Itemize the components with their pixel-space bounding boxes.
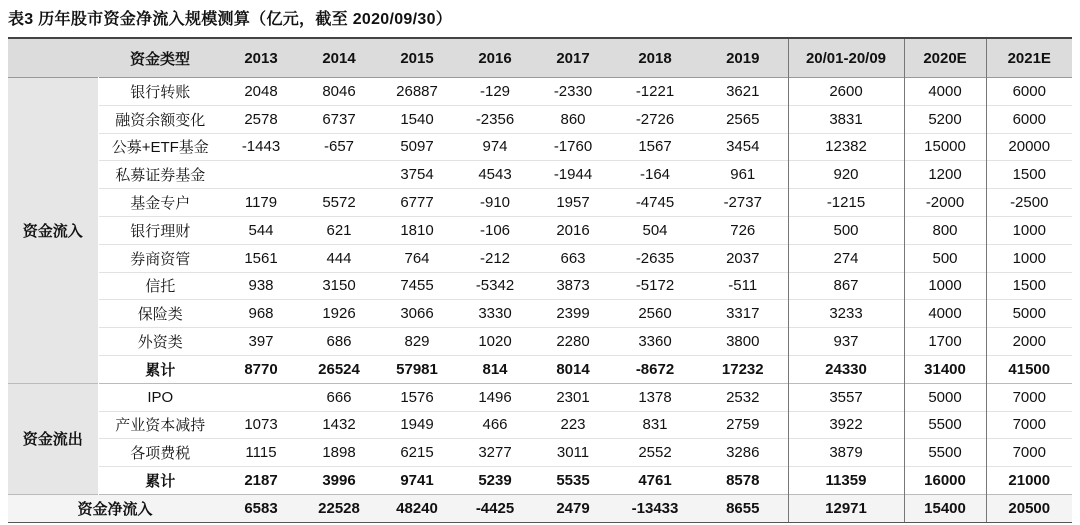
value-cell: 26887 bbox=[396, 82, 438, 100]
value-cell: 2552 bbox=[612, 439, 698, 467]
inflow-row bbox=[8, 105, 1072, 133]
value-cell: -657 bbox=[300, 133, 378, 161]
header-cell: 2017 bbox=[534, 38, 612, 78]
value-cell: 6215 bbox=[378, 439, 456, 467]
value-cell: -5342 bbox=[456, 272, 534, 300]
value-cell: -5172 bbox=[612, 272, 698, 300]
value-cell: 5000 bbox=[904, 383, 986, 411]
value-cell: 663 bbox=[534, 244, 612, 272]
value-cell: 2532 bbox=[726, 388, 760, 406]
value-cell: 621 bbox=[300, 216, 378, 244]
value-cell: -1221 bbox=[635, 82, 675, 100]
value-cell: 2037 bbox=[698, 244, 788, 272]
value-cell: 686 bbox=[300, 328, 378, 356]
value-cell: -1944 bbox=[534, 161, 612, 189]
value-cell: 829 bbox=[378, 328, 456, 356]
value-cell: 8770 bbox=[222, 355, 300, 383]
value-cell: 397 bbox=[222, 328, 300, 356]
value-cell: 3277 bbox=[456, 439, 534, 467]
value-cell: 2600 bbox=[788, 78, 904, 106]
row-label: 银行转账 bbox=[130, 83, 191, 101]
value-cell: 57981 bbox=[378, 355, 456, 383]
value-cell: 3873 bbox=[534, 272, 612, 300]
value-cell: 974 bbox=[456, 133, 534, 161]
value-cell: 3286 bbox=[698, 439, 788, 467]
value-cell: 9741 bbox=[378, 467, 456, 495]
value-cell: 726 bbox=[698, 216, 788, 244]
value-cell: 5097 bbox=[378, 133, 456, 161]
value-cell: 666 bbox=[326, 388, 352, 406]
row-label: 资金净流入 bbox=[8, 494, 222, 522]
value-cell: 21000 bbox=[986, 467, 1072, 495]
value-cell: 2565 bbox=[698, 105, 788, 133]
value-cell: -2726 bbox=[612, 105, 698, 133]
value-cell: 1500 bbox=[986, 272, 1072, 300]
header-cell: 资金类型 bbox=[98, 38, 222, 78]
group-label: 资金流出 bbox=[8, 383, 98, 494]
value-cell: 3879 bbox=[788, 439, 904, 467]
header-row bbox=[8, 38, 1072, 78]
value-cell bbox=[300, 161, 378, 189]
inflow-row bbox=[8, 244, 1072, 272]
value-cell: 500 bbox=[788, 216, 904, 244]
value-cell: 1020 bbox=[456, 328, 534, 356]
value-cell: 1073 bbox=[222, 411, 300, 439]
value-cell: 2016 bbox=[534, 216, 612, 244]
inflow-row bbox=[8, 78, 1072, 106]
header-cell: 2021E bbox=[986, 38, 1072, 78]
row-label: IPO bbox=[147, 388, 174, 406]
inflow-row bbox=[8, 272, 1072, 300]
value-cell: -2500 bbox=[986, 189, 1072, 217]
value-cell: 3922 bbox=[788, 411, 904, 439]
outflow-row bbox=[8, 411, 1072, 439]
value-cell: -1215 bbox=[788, 189, 904, 217]
value-cell: 1898 bbox=[300, 439, 378, 467]
table-body bbox=[8, 78, 1072, 523]
value-cell: 8014 bbox=[534, 355, 612, 383]
value-cell: 31400 bbox=[904, 355, 986, 383]
value-cell: -4425 bbox=[456, 494, 534, 522]
value-cell: 3011 bbox=[534, 439, 612, 467]
outflow-row bbox=[8, 383, 1072, 411]
row-label: 私募证券基金 bbox=[98, 161, 222, 189]
value-cell: 8655 bbox=[698, 494, 788, 522]
value-cell: 11359 bbox=[788, 467, 904, 495]
value-cell: 12971 bbox=[788, 494, 904, 522]
value-cell: -212 bbox=[456, 244, 534, 272]
value-cell: 1000 bbox=[904, 272, 986, 300]
value-cell: -164 bbox=[612, 161, 698, 189]
value-cell: 7000 bbox=[986, 383, 1072, 411]
header-cell: 2020E bbox=[904, 38, 986, 78]
value-cell: 4543 bbox=[456, 161, 534, 189]
value-cell: 6583 bbox=[222, 494, 300, 522]
value-cell: 1432 bbox=[300, 411, 378, 439]
value-cell: 800 bbox=[904, 216, 986, 244]
row-label: 累计 bbox=[98, 355, 222, 383]
value-cell: 1179 bbox=[222, 189, 300, 217]
value-cell: 17232 bbox=[698, 355, 788, 383]
value-cell: 3454 bbox=[698, 133, 788, 161]
value-cell: 15400 bbox=[904, 494, 986, 522]
value-cell: 1000 bbox=[986, 244, 1072, 272]
header-cell: 20/01-20/09 bbox=[788, 38, 904, 78]
value-cell: 2578 bbox=[222, 105, 300, 133]
value-cell: 937 bbox=[788, 328, 904, 356]
table-title: 表3 历年股市资金净流入规模测算（亿元，截至 2020/09/30） bbox=[8, 11, 453, 28]
value-cell: -2737 bbox=[698, 189, 788, 217]
value-cell: 4000 bbox=[904, 300, 986, 328]
value-cell: 3621 bbox=[726, 82, 760, 100]
header-cell: 2015 bbox=[378, 38, 456, 78]
value-cell: 26524 bbox=[300, 355, 378, 383]
inflow-row bbox=[8, 161, 1072, 189]
row-label: 银行理财 bbox=[98, 216, 222, 244]
value-cell: 6000 bbox=[986, 105, 1072, 133]
inflow-row bbox=[8, 216, 1072, 244]
inflow-total-row bbox=[8, 355, 1072, 383]
value-cell: 867 bbox=[788, 272, 904, 300]
value-cell: 2479 bbox=[534, 494, 612, 522]
value-cell: 3330 bbox=[456, 300, 534, 328]
header-cell: 2019 bbox=[698, 38, 788, 78]
value-cell: 3754 bbox=[378, 161, 456, 189]
value-cell: -13433 bbox=[612, 494, 698, 522]
value-cell: 1496 bbox=[478, 388, 512, 406]
value-cell: 1810 bbox=[378, 216, 456, 244]
value-cell: 814 bbox=[456, 355, 534, 383]
value-cell: 1540 bbox=[378, 105, 456, 133]
value-cell: -2330 bbox=[553, 82, 593, 100]
value-cell: 5239 bbox=[456, 467, 534, 495]
value-cell: 22528 bbox=[300, 494, 378, 522]
outflow-row bbox=[8, 439, 1072, 467]
value-cell: 20500 bbox=[986, 494, 1072, 522]
value-cell: 4761 bbox=[612, 467, 698, 495]
row-label: 各项费税 bbox=[98, 439, 222, 467]
value-cell: 6777 bbox=[378, 189, 456, 217]
value-cell: 3996 bbox=[300, 467, 378, 495]
corner-cell bbox=[8, 38, 98, 78]
value-cell: 5500 bbox=[904, 439, 986, 467]
value-cell: -8672 bbox=[612, 355, 698, 383]
value-cell: 12382 bbox=[788, 133, 904, 161]
value-cell: 544 bbox=[222, 216, 300, 244]
value-cell: 3360 bbox=[612, 328, 698, 356]
group-label: 资金流入 bbox=[8, 78, 98, 384]
value-cell: 1949 bbox=[378, 411, 456, 439]
value-cell: 1000 bbox=[986, 216, 1072, 244]
value-cell: 1115 bbox=[222, 439, 300, 467]
value-cell: 2560 bbox=[612, 300, 698, 328]
row-label: 基金专户 bbox=[98, 189, 222, 217]
value-cell: 3800 bbox=[698, 328, 788, 356]
value-cell: 466 bbox=[456, 411, 534, 439]
row-label: 融资余额变化 bbox=[98, 105, 222, 133]
value-cell: 1576 bbox=[400, 388, 434, 406]
value-cell: 1500 bbox=[986, 161, 1072, 189]
row-label: 累计 bbox=[98, 467, 222, 495]
value-cell: 920 bbox=[788, 161, 904, 189]
value-cell: -1760 bbox=[534, 133, 612, 161]
value-cell: 8578 bbox=[698, 467, 788, 495]
header-cell: 2014 bbox=[300, 38, 378, 78]
value-cell: 2280 bbox=[534, 328, 612, 356]
row-label: 公募+ETF基金 bbox=[98, 133, 222, 161]
value-cell: 5535 bbox=[534, 467, 612, 495]
inflow-row bbox=[8, 300, 1072, 328]
value-cell: 1567 bbox=[612, 133, 698, 161]
row-label: 外资类 bbox=[98, 328, 222, 356]
value-cell: 2048 bbox=[244, 82, 278, 100]
header-cell: 2018 bbox=[612, 38, 698, 78]
inflow-row bbox=[8, 189, 1072, 217]
value-cell: 6737 bbox=[300, 105, 378, 133]
value-cell: 938 bbox=[222, 272, 300, 300]
value-cell: -106 bbox=[456, 216, 534, 244]
value-cell: 20000 bbox=[986, 133, 1072, 161]
value-cell: -129 bbox=[479, 82, 511, 100]
value-cell: 3317 bbox=[698, 300, 788, 328]
value-cell: 3066 bbox=[378, 300, 456, 328]
value-cell: -4745 bbox=[612, 189, 698, 217]
value-cell: 48240 bbox=[378, 494, 456, 522]
net-inflow-row bbox=[8, 494, 1072, 522]
value-cell: -910 bbox=[456, 189, 534, 217]
row-label: 保险类 bbox=[98, 300, 222, 328]
value-cell: 764 bbox=[378, 244, 456, 272]
value-cell: 860 bbox=[534, 105, 612, 133]
value-cell bbox=[222, 383, 300, 411]
value-cell: 3150 bbox=[300, 272, 378, 300]
value-cell: 5200 bbox=[904, 105, 986, 133]
row-label: 券商资管 bbox=[98, 244, 222, 272]
header-cell: 2013 bbox=[222, 38, 300, 78]
value-cell: 223 bbox=[534, 411, 612, 439]
value-cell bbox=[222, 161, 300, 189]
value-cell: 2187 bbox=[222, 467, 300, 495]
value-cell: 831 bbox=[612, 411, 698, 439]
value-cell: -1443 bbox=[222, 133, 300, 161]
value-cell: -2635 bbox=[612, 244, 698, 272]
value-cell: 500 bbox=[904, 244, 986, 272]
value-cell: 7000 bbox=[986, 411, 1072, 439]
value-cell: 1200 bbox=[904, 161, 986, 189]
value-cell: 4000 bbox=[904, 78, 986, 106]
value-cell: 3233 bbox=[788, 300, 904, 328]
value-cell: 2759 bbox=[698, 411, 788, 439]
row-label: 产业资本减持 bbox=[98, 411, 222, 439]
value-cell: 5000 bbox=[986, 300, 1072, 328]
inflow-row bbox=[8, 133, 1072, 161]
header-cell: 2016 bbox=[456, 38, 534, 78]
value-cell: 7000 bbox=[986, 439, 1072, 467]
inflow-row bbox=[8, 328, 1072, 356]
value-cell: 5572 bbox=[300, 189, 378, 217]
value-cell: 16000 bbox=[904, 467, 986, 495]
value-cell: 504 bbox=[612, 216, 698, 244]
value-cell: 41500 bbox=[986, 355, 1072, 383]
value-cell: 7455 bbox=[378, 272, 456, 300]
value-cell: 5500 bbox=[904, 411, 986, 439]
value-cell: 274 bbox=[788, 244, 904, 272]
value-cell: -2356 bbox=[456, 105, 534, 133]
value-cell: 6000 bbox=[986, 78, 1072, 106]
value-cell: 3557 bbox=[788, 383, 904, 411]
value-cell: 1700 bbox=[904, 328, 986, 356]
value-cell: 3831 bbox=[788, 105, 904, 133]
value-cell: 15000 bbox=[904, 133, 986, 161]
row-label: 信托 bbox=[98, 272, 222, 300]
value-cell: 8046 bbox=[322, 82, 356, 100]
value-cell: -511 bbox=[698, 272, 788, 300]
value-cell: 2301 bbox=[556, 388, 590, 406]
value-cell: 24330 bbox=[788, 355, 904, 383]
value-cell: 961 bbox=[698, 161, 788, 189]
value-cell: 2000 bbox=[986, 328, 1072, 356]
fund-flow-table-container bbox=[8, 37, 1072, 523]
fund-flow-table bbox=[8, 37, 1072, 523]
value-cell: -2000 bbox=[904, 189, 986, 217]
value-cell: 2399 bbox=[534, 300, 612, 328]
outflow-total-row bbox=[8, 467, 1072, 495]
value-cell: 1957 bbox=[534, 189, 612, 217]
value-cell: 1378 bbox=[638, 388, 672, 406]
value-cell: 444 bbox=[300, 244, 378, 272]
value-cell: 968 bbox=[222, 300, 300, 328]
value-cell: 1926 bbox=[300, 300, 378, 328]
value-cell: 1561 bbox=[222, 244, 300, 272]
